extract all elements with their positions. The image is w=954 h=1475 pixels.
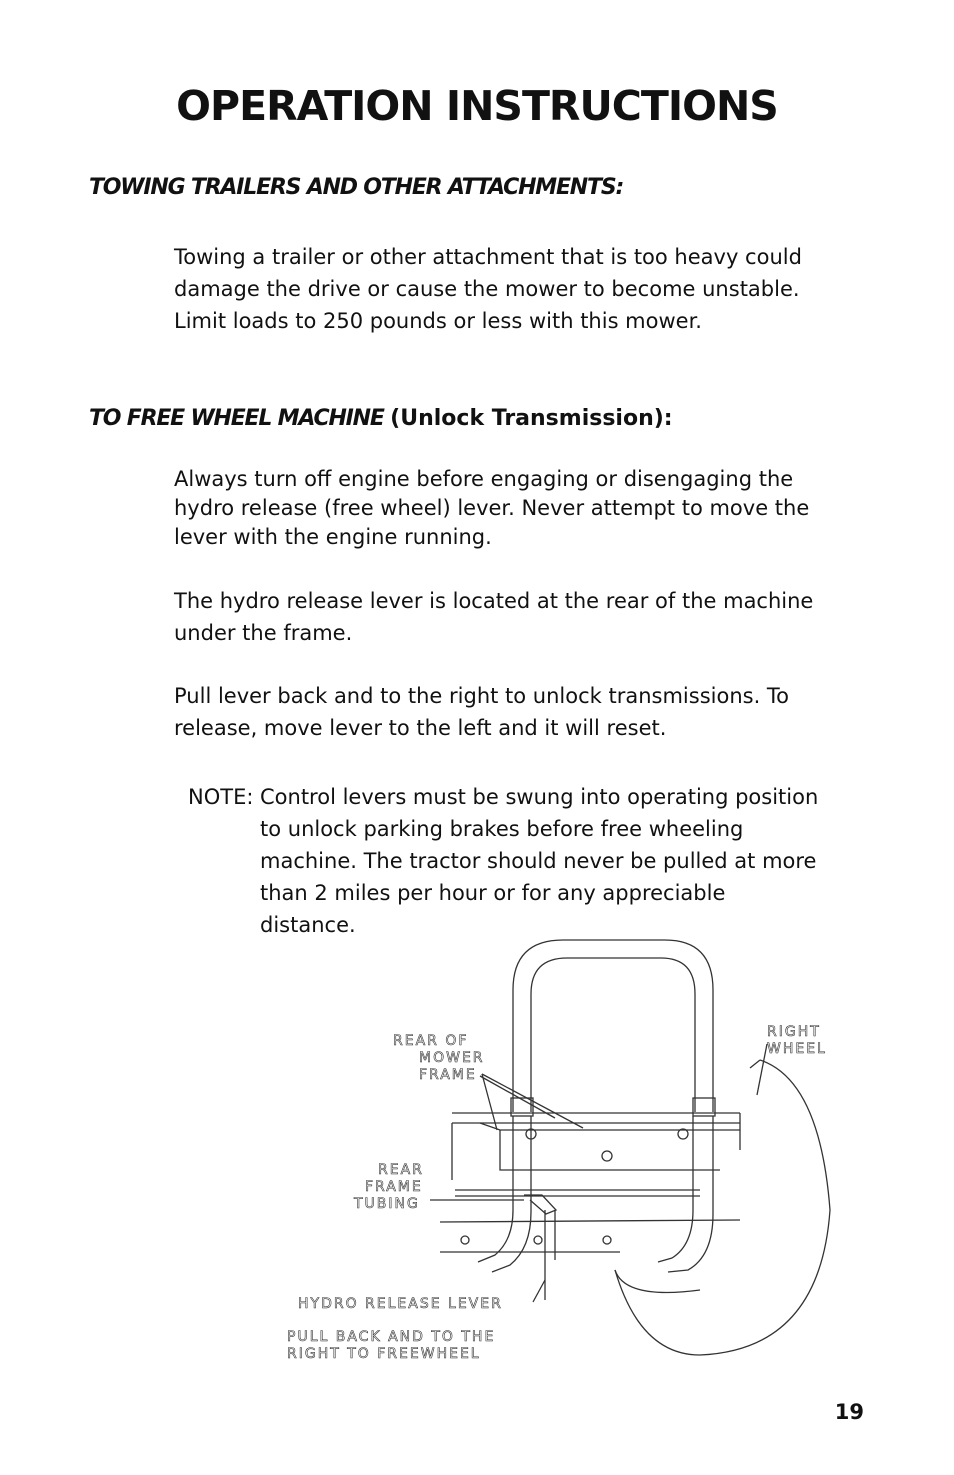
free-wheel-heading-italic: TO FREE WHEEL MACHINE — [89, 406, 384, 431]
label-tubing: TUBING — [354, 1196, 420, 1212]
label-rear: REAR — [378, 1162, 424, 1178]
towing-heading: TOWING TRAILERS AND OTHER ATTACHMENTS: — [89, 175, 624, 200]
engine-off-paragraph: Always turn off engine before engaging or disengaging the hydro release (free wheel) lever. Never attempt to move the lever with the engine running. — [174, 467, 810, 549]
page-number: 19 — [834, 1400, 864, 1424]
free-wheel-heading-plain: (Unlock Transmission): — [390, 406, 673, 431]
label-wheel: WHEEL — [767, 1041, 827, 1057]
label-pull-back: PULL BACK AND TO THE — [287, 1329, 496, 1345]
label-frame: FRAME — [419, 1067, 477, 1083]
label-hydro-release-lever: HYDRO RELEASE LEVER — [298, 1296, 503, 1312]
pull-lever-paragraph: Pull lever back and to the right to unlock transmissions. To release, move lever to the left and it will reset. — [174, 684, 790, 740]
label-right-to-freewheel: RIGHT TO FREEWHEEL — [287, 1346, 481, 1362]
note-label: NOTE: — [188, 785, 254, 809]
note-text: Control levers must be swung into operating position to unlock parking brakes before free wheeling machine. The tractor should never be pulled at more than 2 miles per hour or for any appreciable distance. — [260, 785, 819, 937]
label-frame-tubing: FRAME — [365, 1179, 423, 1195]
figure-labels — [287, 1024, 827, 1362]
page-title: OPERATION INSTRUCTIONS — [176, 82, 778, 130]
label-rear-of: REAR OF — [393, 1033, 469, 1049]
label-mower: MOWER — [419, 1050, 485, 1066]
lever-location-paragraph: The hydro release lever is located at the rear of the machine under the frame. — [174, 589, 814, 645]
towing-paragraph: Towing a trailer or other attachment that is too heavy could damage the drive or cause the mower to become unstable. Limit loads to 250 pounds or less with this mower. — [174, 245, 802, 333]
label-right: RIGHT — [767, 1024, 821, 1040]
